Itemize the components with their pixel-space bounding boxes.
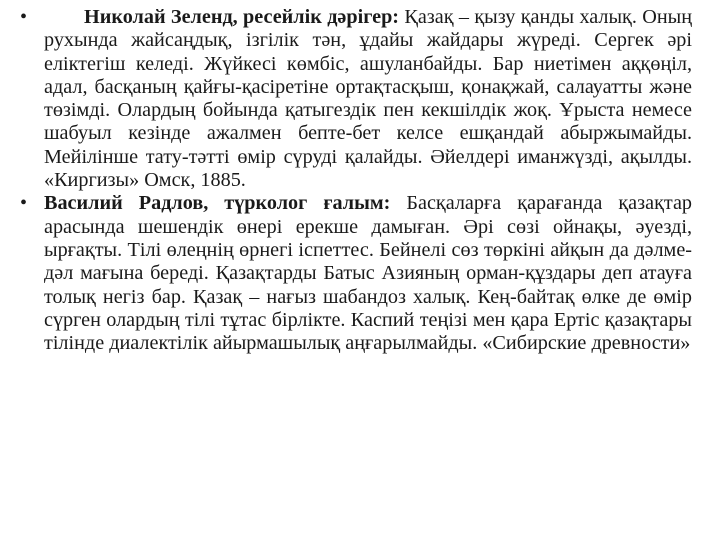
bullet-paragraph [44, 6, 692, 192]
bullet-list [20, 6, 692, 355]
bullet-icon: • [20, 6, 28, 28]
quote-body: Басқаларға қарағанда қазақтар арасында шешендік өнері ерекше дамыған. Әрі сөзі ойнақы, әуезді, ырғақты. Тілі өлеңнің өрнегі іспеттес. Бейнелі сөз төркіні айқын да дәлме-дәл мағына береді. Қазақтарды Батыс Азияның орман-құздары деп атауға толық негіз бар. Қазақ – нағыз шабандоз халық. Кең-байтақ өлке де өмір сүрген олардың тілі тұтас бірлікте. Каспий теңізі мен қара Ертіс қазақтары тілінде диалектілік айырмашылық аңғарылмайды. «Сибирские древности» [44, 192, 693, 355]
bullet-item-zelend [20, 6, 692, 192]
bullet-icon: • [20, 192, 28, 215]
quote-author-heading: Василий Радлов, түрколог ғалым: [44, 192, 391, 215]
quote-body: Қазақ – қызу қанды халық. Оның рухында жайсаңдық, ізгілік тән, ұдайы жайдары жүреді. Сергек әрі еліктегіш келеді. Жүйкесі көмбіс, ашуланбайды. Бар ниетімен аққөңіл, адал, басқаның қайғы-қасіретіне ортақтасқыш, қонақжай, салауатты және төзімді. Олардың бойында қатыгездік пен кекшілдік жоқ. Ұрыста немесе шабуыл кезінде ажалмен бепте-бет келсе ешқандай абыржымайды. Мейілінше тату-тәтті өмір сүруді қалайды. Әйелдері иманжүзді, ақылды. «Киргизы» Омск, 1885. [44, 6, 692, 192]
quote-author-heading: Николай Зеленд, ресейлік дәрігер: [84, 6, 400, 28]
bullet-item-radlov [20, 192, 692, 355]
bullet-paragraph [44, 192, 692, 355]
